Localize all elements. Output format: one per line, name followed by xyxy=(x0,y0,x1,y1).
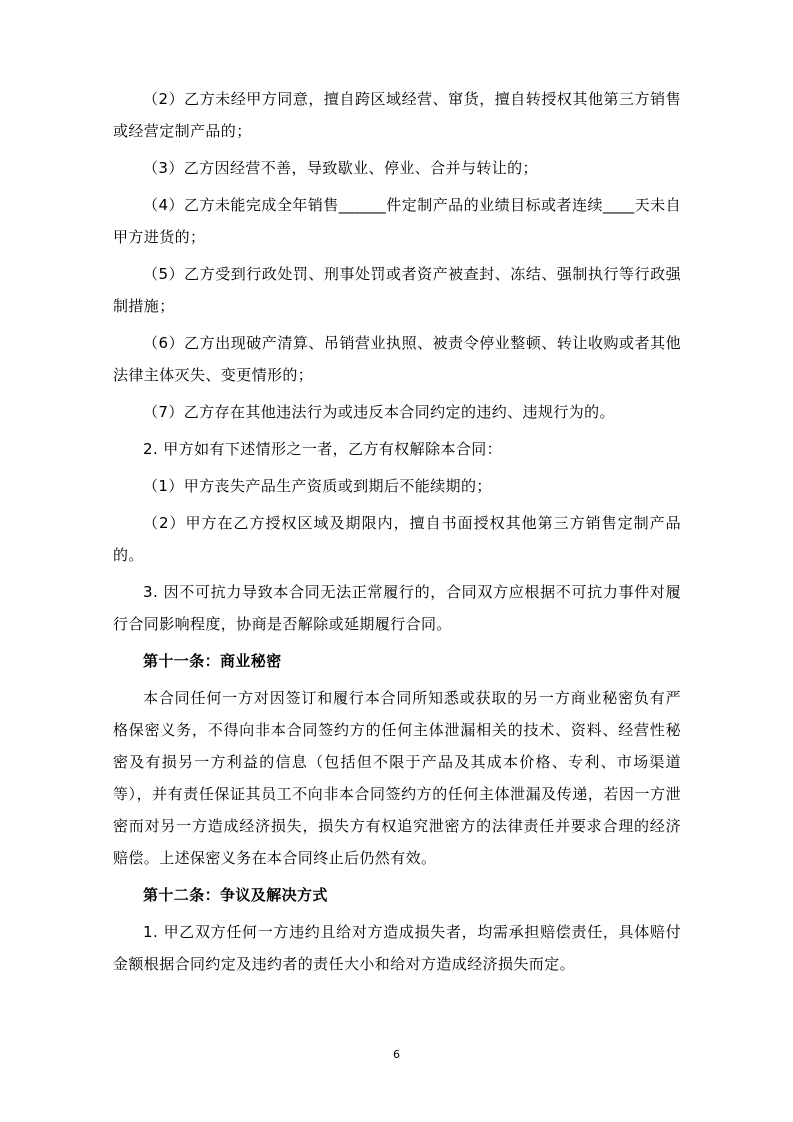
clause-item-7: （7）乙方存在其他违法行为或违反本合同约定的违约、违规行为的。 xyxy=(143,403,615,421)
article-12-heading: 第十二条：争议及解决方式 xyxy=(143,886,328,904)
clause-section-2-item-2: （2）甲方在乙方授权区域及期限内，擅自书面授权其他第三方销售定制产品的。 xyxy=(113,514,681,564)
clause-item-2: （2）乙方未经甲方同意，擅自跨区域经营、窜货，擅自转授权其他第三方销售或经营定制产品的； xyxy=(113,90,681,140)
clause-section-2-item-1: （1）甲方丧失产品生产资质或到期后不能续期的； xyxy=(143,477,492,495)
article-11-body: 本合同任何一方对因签订和履行本合同所知悉或获取的另一方商业秘密负有严格保密义务，不得向非本合同签约方的任何主体泄漏相关的技术、资料、经营性秘密及有损另一方利益的信息（包括但不限于产品及其成本价格、专利、市场渠道等），并有责任保证其员工不向非本合同签约方的任何主体泄漏及传递，若因一方泄密而对另一方造成经济损失，损失方有权追究泄密方的法律责任并要求合理的经济赔偿。上述保密义务在本合同终止后仍然有效。 xyxy=(113,689,681,867)
clause-item-3: （3）乙方因经营不善，导致歇业、停业、合并与转让的； xyxy=(143,159,538,177)
document-body xyxy=(113,83,681,985)
clause-section-3: 3. 因不可抗力导致本合同无法正常履行的，合同双方应根据不可抗力事件对履行合同影响程度，协商是否解除或延期履行合同。 xyxy=(113,583,681,633)
article-11-heading: 第十一条：商业秘密 xyxy=(143,652,282,670)
clause-item-6: （6）乙方出现破产清算、吊销营业执照、被责令停业整顿、转让收购或者其他法律主体灭失、变更情形的； xyxy=(113,334,681,384)
clause-item-5: （5）乙方受到行政处罚、刑事处罚或者资产被查封、冻结、强制执行等行政强制措施； xyxy=(113,265,681,315)
page-number: 6 xyxy=(393,1048,400,1061)
clause-section-2: 2. 甲方如有下述情形之一者，乙方有权解除本合同： xyxy=(143,440,503,458)
clause-item-4: （4）乙方未能完成全年销售______件定制产品的业绩目标或者连续____天未自甲方进货的； xyxy=(113,196,681,246)
article-12-item-1: 1. 甲乙双方任何一方违约且给对方造成损失者，均需承担赔偿责任，具体赔付金额根据合同约定及违约者的责任大小和给对方造成经济损失而定。 xyxy=(113,923,681,973)
